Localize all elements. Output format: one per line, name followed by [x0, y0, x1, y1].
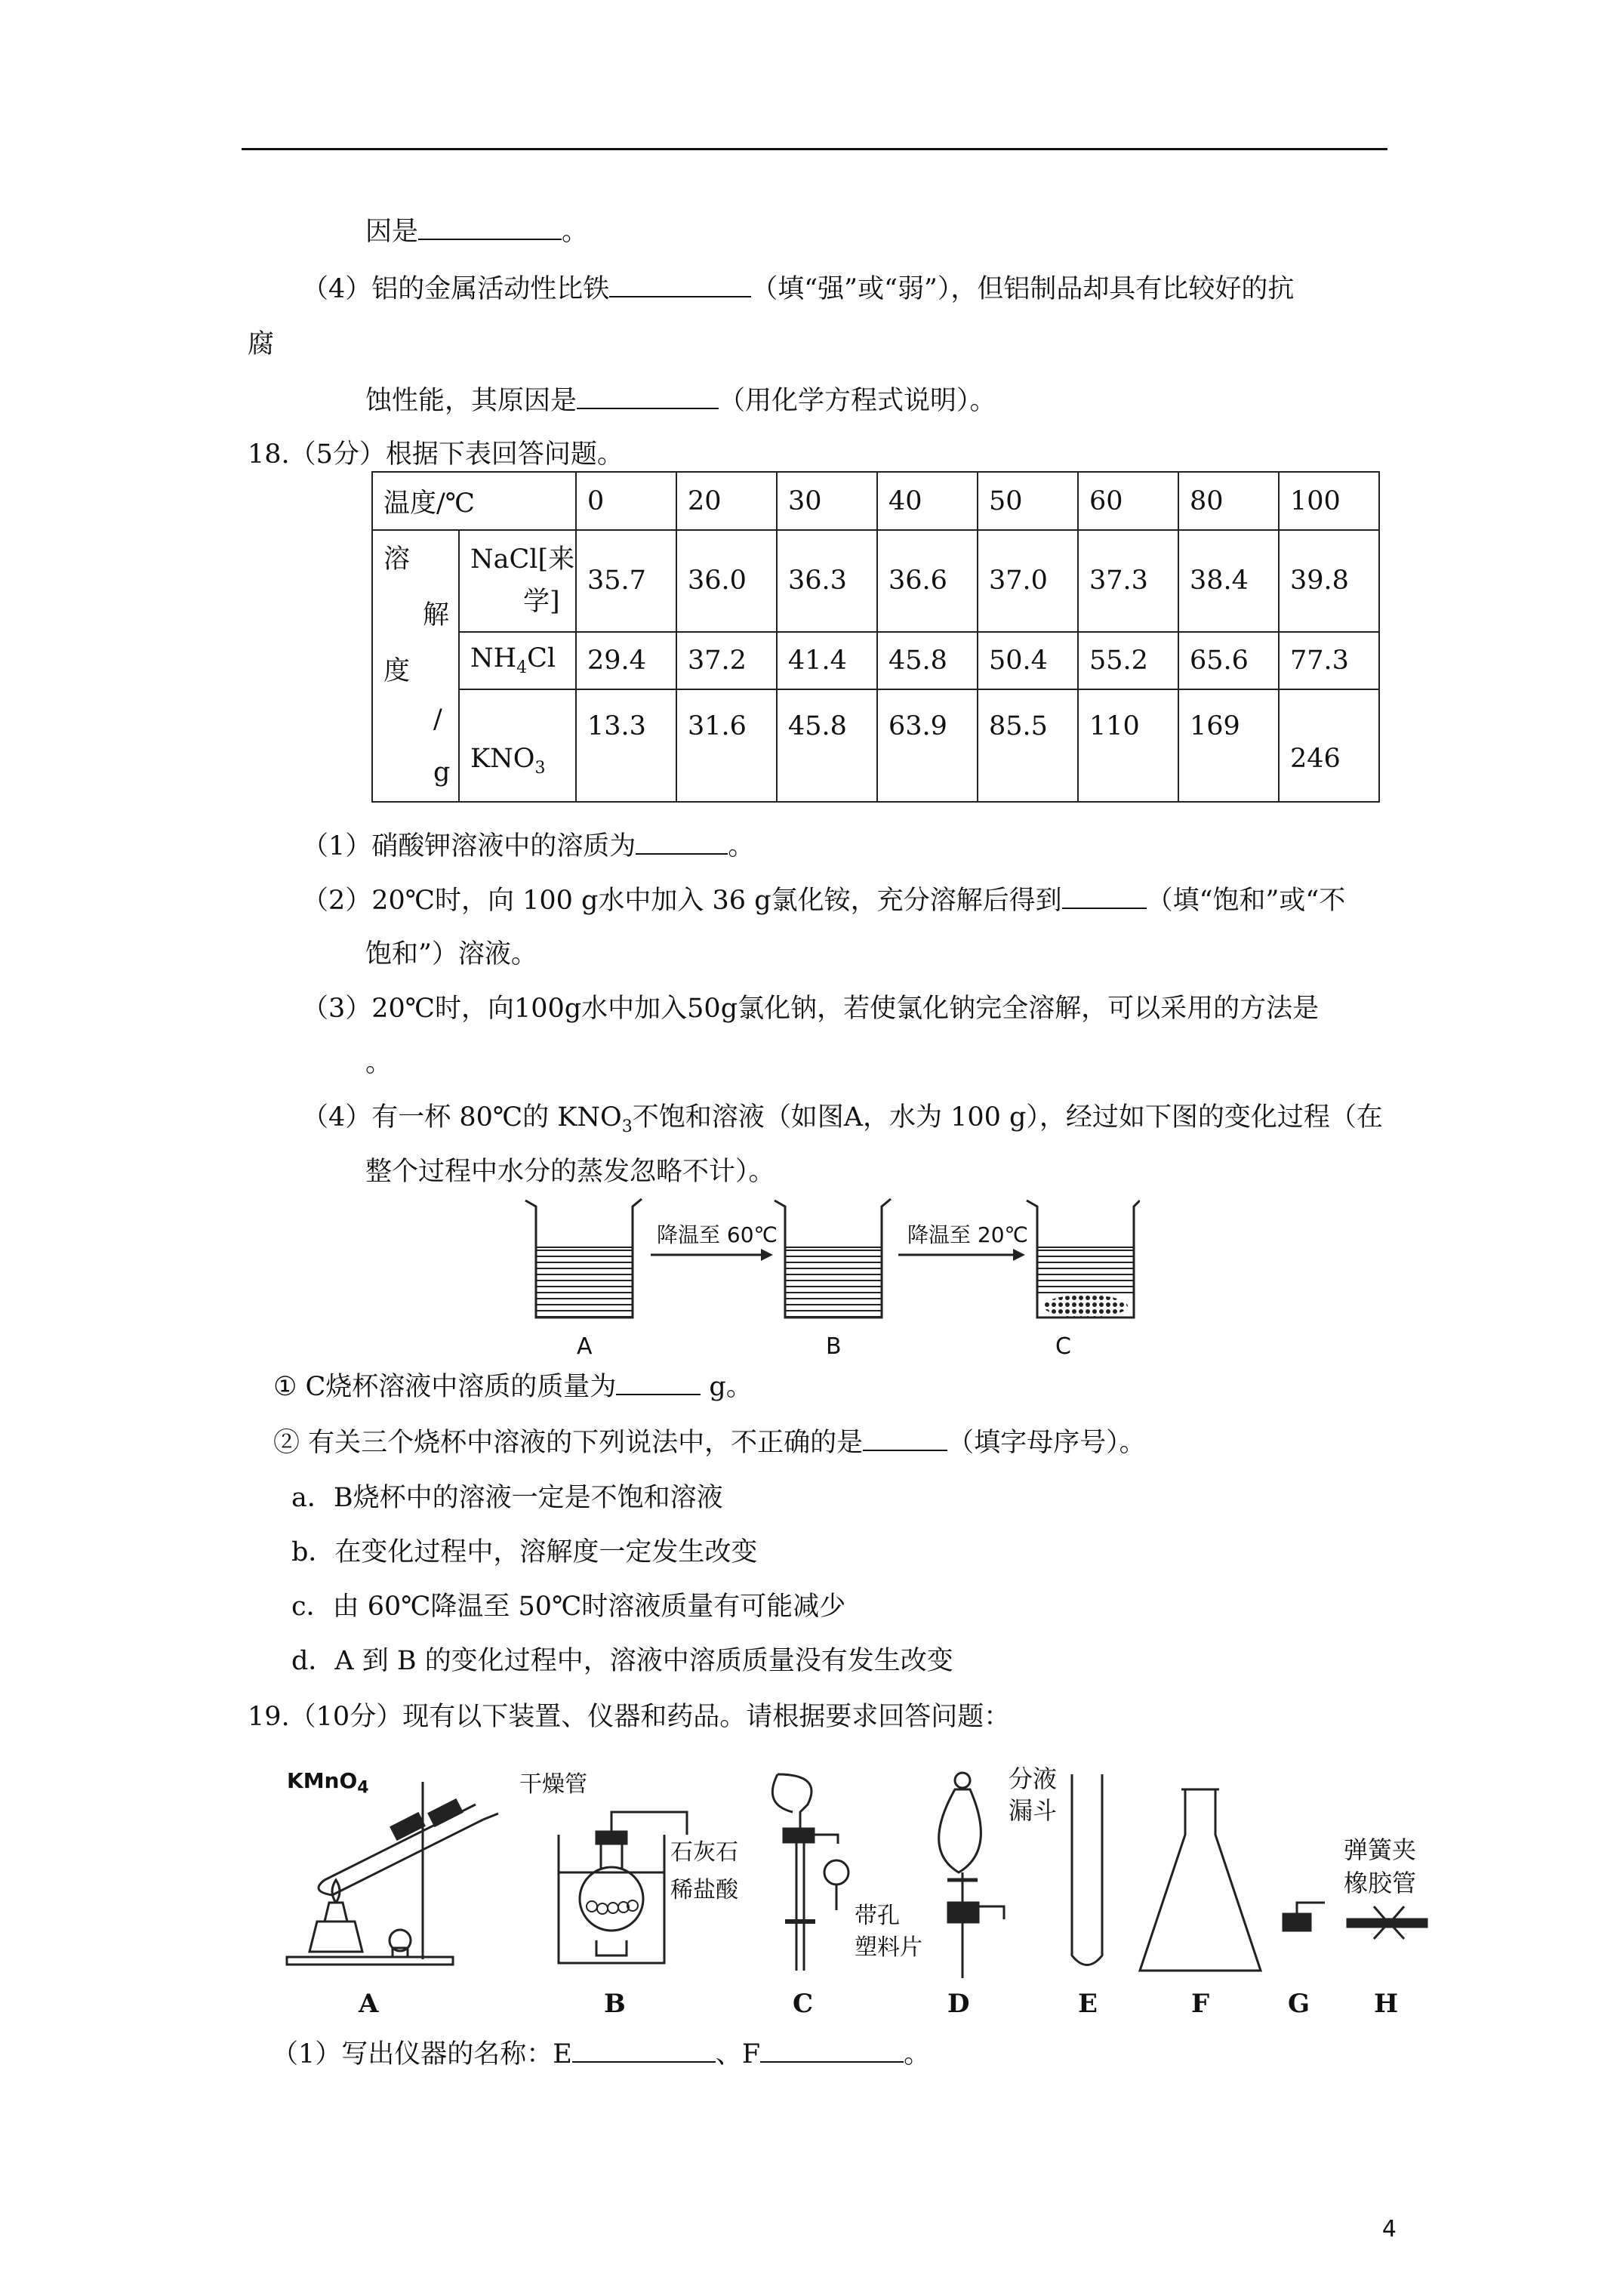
- option-a: a．B烧杯中的溶液一定是不饱和溶液: [291, 1483, 723, 1513]
- answer-blank[interactable]: [418, 213, 562, 240]
- value-cell: 63.9: [877, 689, 978, 802]
- text: 学]: [523, 587, 560, 618]
- value-cell: 45.8: [777, 689, 877, 802]
- text: 蚀性能，其原因是: [365, 386, 577, 416]
- apparatus-b: [559, 1812, 687, 1963]
- apparatus-h: [1347, 1906, 1427, 1939]
- text: 。: [728, 831, 755, 861]
- table-header-row: [372, 472, 1379, 530]
- kmno4-label: [287, 1763, 369, 1807]
- temp-cell: 30: [777, 472, 877, 530]
- text: （1）写出仪器的名称：E: [272, 2039, 572, 2069]
- label-h: H: [1374, 1989, 1399, 2019]
- value-cell: 13.3: [576, 689, 676, 802]
- q18-4-1: [273, 1368, 753, 1405]
- value-cell: 37.0: [978, 530, 1078, 632]
- temp-cell: 40: [877, 472, 978, 530]
- label-g: G: [1288, 1989, 1310, 2019]
- q18-2-wrap: 饱和”）溶液。: [365, 939, 537, 969]
- value-cell: 38.4: [1178, 530, 1279, 632]
- row-label-char: 解: [423, 600, 450, 630]
- value-cell: 36.0: [676, 530, 777, 632]
- acid-label: 稀盐酸: [670, 1877, 738, 1903]
- dry-tube-label: 干燥管: [519, 1771, 587, 1798]
- value-cell: 45.8: [877, 632, 978, 689]
- answer-blank[interactable]: [1062, 882, 1147, 909]
- text: （1）硝酸钾溶液中的溶质为: [302, 831, 636, 861]
- row-label-solubility: [372, 530, 459, 802]
- beaker-b-label: B: [826, 1333, 842, 1360]
- q18-title: 18.（5分）根据下表回答问题。: [248, 439, 624, 470]
- answer-blank[interactable]: [760, 2036, 904, 2063]
- subscript: 4: [516, 658, 528, 678]
- text: （填“强”或“弱”），但铝制品却具有比较好的抗: [751, 274, 1295, 304]
- value-cell: 37.2: [676, 632, 777, 689]
- page-number: 4: [1381, 2216, 1397, 2242]
- funnel-label-2: 漏斗: [1009, 1796, 1058, 1825]
- value-cell: 36.6: [877, 530, 978, 632]
- beaker-figure: [521, 1193, 1140, 1374]
- apparatus-e: [1072, 1774, 1102, 1965]
- q18-4-2: [273, 1424, 1146, 1461]
- value-cell: 31.6: [676, 689, 777, 802]
- text: g。: [701, 1372, 753, 1402]
- tube-label: 橡胶管: [1344, 1869, 1417, 1897]
- perforated-label-2: 塑料片: [855, 1934, 922, 1961]
- value-cell: 29.4: [576, 632, 676, 689]
- value-cell: 50.4: [978, 632, 1078, 689]
- value-cell: 35.7: [576, 530, 676, 632]
- text: （2）20℃时，向 100 g水中加入 36 g氯化铵，充分溶解后得到: [302, 886, 1062, 916]
- beaker-diagram: [521, 1193, 1140, 1325]
- q18-3: （3）20℃时，向100g水中加入50g氯化钠，若使氯化钠完全溶解，可以采用的方法是: [302, 994, 1320, 1024]
- q18-2: [302, 882, 1345, 919]
- label-b: B: [604, 1989, 626, 2019]
- apparatus-g: [1283, 1903, 1325, 1931]
- row-label-char: g: [433, 757, 451, 787]
- beaker-a-label: A: [577, 1333, 593, 1360]
- text: （填字母序号）。: [947, 1428, 1146, 1458]
- text: NH: [470, 643, 517, 674]
- value-cell: 65.6: [1178, 632, 1279, 689]
- option-d: d．A 到 B 的变化过程中，溶液中溶质质量没有发生改变: [291, 1646, 953, 1676]
- value-cell: 110: [1078, 689, 1178, 802]
- solubility-table: [371, 471, 1380, 803]
- apparatus-d: [939, 1773, 1004, 1978]
- text: （用化学方程式说明）。: [719, 386, 996, 416]
- apparatus-c: [772, 1774, 848, 1971]
- table-row: [372, 632, 1379, 689]
- text: （4）铝的金属活动性比铁: [302, 274, 610, 304]
- q18-1: [302, 827, 754, 864]
- row-name-nacl: [459, 530, 576, 632]
- row-label-char: 溶: [383, 544, 411, 575]
- text: 、F: [715, 2039, 761, 2069]
- q18-4: [302, 1099, 1383, 1145]
- table-row: [372, 689, 1379, 802]
- perforated-label-1: 带孔: [855, 1903, 900, 1929]
- text: （填“饱和”或“不: [1146, 886, 1346, 916]
- q17-4: [302, 270, 1294, 307]
- row-label-char: 度: [383, 656, 411, 686]
- apparatus-a: [287, 1782, 498, 1965]
- temp-cell: 100: [1279, 472, 1379, 530]
- value-cell: 85.5: [978, 689, 1078, 802]
- answer-blank[interactable]: [577, 382, 719, 409]
- value-cell: 246: [1279, 689, 1379, 802]
- option-b: b．在变化过程中，溶解度一定发生改变: [291, 1537, 758, 1567]
- row-name-kno3: [459, 689, 576, 802]
- text: KNO: [470, 743, 535, 774]
- temp-cell: 0: [576, 472, 676, 530]
- subscript: 3: [534, 758, 546, 778]
- text: 。: [904, 2039, 931, 2069]
- temp-cell: 60: [1078, 472, 1178, 530]
- text: 不饱和溶液（如图A，水为 100 g），经过如下图的变化过程（在: [632, 1102, 1383, 1133]
- value-cell: 77.3: [1279, 632, 1379, 689]
- answer-blank[interactable]: [609, 270, 751, 297]
- temp-cell: 80: [1178, 472, 1279, 530]
- temp-cell: 20: [676, 472, 777, 530]
- beaker-b: [775, 1199, 891, 1318]
- label-a: A: [359, 1989, 379, 2019]
- apparatus-f: [1140, 1789, 1261, 1971]
- q17-4-line2: [365, 382, 996, 419]
- q19-title: 19.（10分）现有以下装置、仪器和药品。请根据要求回答问题：: [248, 1702, 1011, 1732]
- subscript: 3: [621, 1117, 633, 1136]
- header-label: 温度/℃: [372, 472, 576, 530]
- beaker-c: [1027, 1200, 1140, 1318]
- arrow-2-label: 降温至 20℃: [907, 1222, 1028, 1247]
- q18-3-wrap: 。: [365, 1048, 393, 1078]
- answer-blank[interactable]: [636, 827, 728, 855]
- header-rule: [242, 148, 1387, 150]
- clip-label: 弹簧夹: [1344, 1835, 1417, 1864]
- arrow-1-label: 降温至 60℃: [657, 1222, 778, 1247]
- text: Cl: [527, 643, 556, 674]
- option-c: c．由 60℃降温至 50℃时溶液质量有可能减少: [291, 1592, 846, 1622]
- table-row: [372, 530, 1379, 632]
- label-f: F: [1191, 1989, 1210, 2019]
- row-name-nh4cl: [459, 632, 576, 689]
- text: ① C烧杯溶液中溶质的质量为: [273, 1372, 617, 1402]
- value-cell: 39.8: [1279, 530, 1379, 632]
- value-cell: 41.4: [777, 632, 877, 689]
- label-c: C: [793, 1989, 814, 2019]
- row-label-char: /: [433, 704, 442, 735]
- beaker-a: [525, 1199, 642, 1318]
- q19-1: [272, 2036, 930, 2073]
- subscript: 4: [357, 1778, 369, 1798]
- apparatus-figure: [279, 1759, 1442, 2031]
- answer-blank[interactable]: [616, 1368, 701, 1395]
- line-cause: [365, 213, 588, 250]
- text: ② 有关三个烧杯中溶液的下列说法中，不正确的是: [273, 1428, 864, 1458]
- text: 。: [562, 217, 589, 247]
- text: 因是: [365, 217, 419, 247]
- label-e: E: [1078, 1989, 1098, 2019]
- text: NaCl[来: [470, 544, 575, 575]
- text: KMnO: [287, 1768, 358, 1793]
- beaker-c-label: C: [1055, 1333, 1071, 1360]
- value-cell: 169: [1178, 689, 1279, 802]
- q17-4-wrap: 腐: [248, 329, 275, 359]
- text: （4）有一杯 80℃的 KNO: [302, 1102, 622, 1133]
- temp-cell: 50: [978, 472, 1078, 530]
- value-cell: 55.2: [1078, 632, 1178, 689]
- value-cell: 37.3: [1078, 530, 1178, 632]
- q18-4-wrap: 整个过程中水分的蒸发忽略不计）。: [365, 1157, 775, 1187]
- limestone-label: 石灰石: [670, 1839, 738, 1866]
- label-d: D: [947, 1989, 970, 2019]
- funnel-label-1: 分液: [1009, 1764, 1058, 1793]
- answer-blank[interactable]: [572, 2036, 716, 2063]
- answer-blank[interactable]: [863, 1424, 947, 1451]
- value-cell: 36.3: [777, 530, 877, 632]
